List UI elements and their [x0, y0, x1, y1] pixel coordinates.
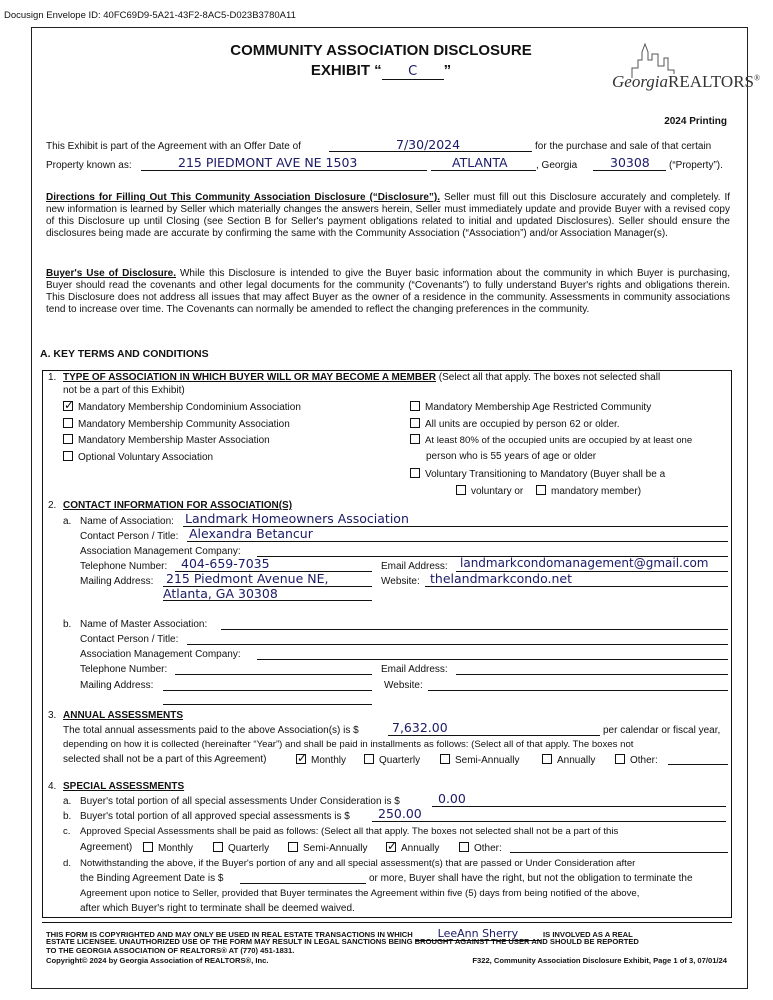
checkbox-mandatory-member[interactable]: [536, 485, 546, 495]
checkbox-s4-other[interactable]: [459, 842, 469, 852]
s4-c-text: Approved Special Assessments shall be paid as follows: (Select all that apply. The boxes not selected shall not be a part of this: [80, 826, 619, 837]
contact-person-label: Contact Person / Title:: [80, 531, 179, 542]
s4-option-quarterly[interactable]: Quarterly: [213, 842, 269, 854]
footer-copyright: Copyright© 2024 by Georgia Association of REALTORS®, Inc.: [46, 956, 269, 965]
buyers-use-paragraph: Buyer's Use of Disclosure. While this Disclosure is intended to give the Buyer basic information about the community in which Buyer is purchasing, Buyer should read the covenants and other legal documents for the community (“Covenants”) to fully understand Buyer's rights and obligations therein. This Disclosure does not address all issues that may affect Buyer as the owner of a residence in the community. Assessments in community associations tend to increase over time. The Covenants can normally be amended to reflect the changing preferences in the community.: [46, 268, 730, 315]
s1-note: not be a part of this Exhibit): [63, 385, 185, 396]
s4-d-text3: Agreement upon notice to Seller, provided that Buyer terminates the Agreement within five (5) days from being notified of the above,: [80, 888, 640, 899]
telephone-value[interactable]: 404-659-7035: [181, 556, 270, 571]
option-80-percent-line2: person who is 55 years of age or older: [426, 451, 597, 462]
s2-b-letter: b.: [63, 619, 72, 630]
s4-option-annually[interactable]: ✓ Annually: [386, 842, 439, 854]
website-label: Website:: [381, 576, 420, 587]
s4-d-text1: Notwithstanding the above, if the Buyer's portion of any and all special assessment(s) that are passed or Under Consideration after: [80, 858, 636, 869]
envelope-id: Docusign Envelope ID: 40FC69D9-5A21-43F2-8AC5-D023B3780A11: [4, 10, 296, 21]
document-title: COMMUNITY ASSOCIATION DISCLOSURE: [230, 42, 532, 59]
footer-line3: TO THE GEORGIA ASSOCIATION OF REALTORS® AT (770) 451-1831.: [46, 946, 295, 955]
property-suffix: (“Property”).: [669, 160, 723, 171]
option-mandatory-member[interactable]: mandatory member): [536, 485, 641, 497]
s3-text1: The total annual assessments paid to the above Association(s) is $: [63, 725, 359, 736]
footer-form-id: F322, Community Association Disclosure Exhibit, Page 1 of 3, 07/01/24: [472, 956, 727, 965]
exhibit-suffix: ”: [443, 62, 452, 79]
checkbox-s3-annually[interactable]: [542, 754, 552, 764]
s4-option-monthly[interactable]: Monthly: [143, 842, 193, 854]
georgia-label: , Georgia: [536, 160, 578, 171]
s4-heading: SPECIAL ASSESSMENTS: [63, 781, 185, 792]
checkbox-s4-monthly[interactable]: [143, 842, 153, 852]
s4-d-text2b: or more, Buyer shall have the right, but not the obligation to terminate the: [369, 873, 693, 884]
checkbox-transitioning[interactable]: [410, 468, 420, 478]
property-city[interactable]: ATLANTA: [452, 155, 508, 170]
website-label-b: Website:: [384, 680, 423, 691]
exhibit-letter[interactable]: C: [382, 65, 444, 80]
s3-heading: ANNUAL ASSESSMENTS: [63, 710, 184, 721]
email-label-b: Email Address:: [381, 664, 448, 675]
option-age-restricted[interactable]: Mandatory Membership Age Restricted Community: [410, 401, 651, 413]
mailing-address-line1[interactable]: 215 Piedmont Avenue NE,: [166, 571, 329, 586]
option-condo[interactable]: ✓Mandatory Membership Condominium Association: [63, 401, 301, 413]
s3-option-monthly[interactable]: ✓ Monthly: [296, 754, 346, 766]
checkbox-s3-semi-annually[interactable]: [440, 754, 450, 764]
section-a-heading: A. KEY TERMS AND CONDITIONS: [40, 348, 209, 360]
s4-option-other[interactable]: Other:: [459, 842, 502, 854]
mgmt-company-label: Association Management Company:: [80, 546, 241, 557]
option-master[interactable]: Mandatory Membership Master Association: [63, 434, 270, 446]
email-value[interactable]: landmarkcondomanagement@gmail.com: [460, 556, 709, 570]
s4-d-text4: after which Buyer's right to terminate shall be deemed waived.: [80, 903, 355, 914]
option-80-percent[interactable]: At least 80% of the occupied units are occupied by at least one: [410, 434, 692, 446]
offer-date-value[interactable]: 7/30/2024: [396, 137, 461, 152]
property-address[interactable]: 215 PIEDMONT AVE NE 1503: [178, 155, 358, 170]
s3-option-annually[interactable]: Annually: [542, 754, 595, 766]
checkbox-condo[interactable]: [63, 401, 73, 411]
telephone-label: Telephone Number:: [80, 561, 168, 572]
logo-wordmark: GeorgiaREALTORS®: [612, 72, 761, 91]
offer-date-suffix: for the purchase and sale of that certain: [535, 141, 712, 152]
directions-paragraph: Directions for Filling Out This Community Association Disclosure (“Disclosure”). Seller must fill out this Disclosure accurately and completely. If new information is learned by Seller which materially changes the answers herein, Seller must immediately update and provide Buyer with a revised copy of this Disclosure up until Closing (see Section B for Seller's payment obligations related to initial and updated Disclosures). Seller should ensure the disclosures being made are accurate by confirming the same with the Community Association (“Association”) and/or Association Manager(s).: [46, 192, 730, 239]
printing-year: 2024 Printing: [664, 116, 727, 127]
s4-d-letter: d.: [63, 858, 72, 869]
telephone-label-b: Telephone Number:: [80, 664, 168, 675]
s3-text1b: per calendar or fiscal year,: [603, 725, 721, 736]
contact-person-value[interactable]: Alexandra Betancur: [189, 526, 313, 541]
property-zip[interactable]: 30308: [610, 155, 650, 170]
property-label: Property known as:: [46, 160, 132, 171]
s3-option-semi-annually[interactable]: Semi-Annually: [440, 754, 519, 766]
checkbox-s3-monthly[interactable]: [296, 754, 306, 764]
checkbox-s3-quarterly[interactable]: [364, 754, 374, 764]
option-62-older[interactable]: All units are occupied by person 62 or older.: [410, 418, 620, 430]
footer-line1: THIS FORM IS COPYRIGHTED AND MAY ONLY BE USED IN REAL ESTATE TRANSACTIONS IN WHICH LeeAnn Sherry IS INVOLVED AS A REAL: [46, 927, 633, 940]
s2-a-letter: a.: [63, 516, 72, 527]
checkbox-age-restricted[interactable]: [410, 401, 420, 411]
s4-option-semi-annually[interactable]: Semi-Annually: [288, 842, 367, 854]
checkbox-62-older[interactable]: [410, 418, 420, 428]
s4-a-text: Buyer's total portion of all special assessments Under Consideration is $: [80, 796, 400, 807]
mailing-address-line2[interactable]: Atlanta, GA 30308: [163, 586, 278, 601]
option-transitioning[interactable]: Voluntary Transitioning to Mandatory (Buyer shall be a: [410, 468, 665, 480]
s4-number: 4.: [48, 781, 57, 792]
contact-person-label-b: Contact Person / Title:: [80, 634, 179, 645]
checkbox-voluntary-member[interactable]: [456, 485, 466, 495]
association-name-value[interactable]: Landmark Homeowners Association: [185, 511, 409, 526]
offer-date-label: This Exhibit is part of the Agreement with an Offer Date of: [46, 141, 301, 152]
checkbox-community[interactable]: [63, 418, 73, 428]
s3-text2: depending on how it is collected (hereinafter “Year”) and shall be paid in installments as follows: (Select all of that apply. The boxes not: [63, 739, 634, 750]
georgia-realtors-logo: [612, 40, 761, 98]
mailing-address-label: Mailing Address:: [80, 576, 154, 587]
s3-number: 3.: [48, 710, 57, 721]
checkbox-s3-other[interactable]: [615, 754, 625, 764]
licensee-name[interactable]: LeeAnn Sherry: [415, 927, 541, 941]
checkbox-s4-semi-annually[interactable]: [288, 842, 298, 852]
s4-a-letter: a.: [63, 796, 72, 807]
s4-d-text2a: the Binding Agreement Date is $: [80, 873, 224, 884]
annual-assessment-amount[interactable]: 7,632.00: [392, 720, 448, 735]
footer-divider: [42, 922, 732, 923]
s3-option-other[interactable]: Other:: [615, 754, 658, 766]
s2-number: 2.: [48, 500, 57, 511]
option-voluntary[interactable]: Optional Voluntary Association: [63, 451, 213, 463]
option-community[interactable]: Mandatory Membership Community Association: [63, 418, 290, 430]
special-approved-value[interactable]: 250.00: [378, 806, 422, 821]
checkbox-s4-quarterly[interactable]: [213, 842, 223, 852]
s4-b-text: Buyer's total portion of all approved special assessments is $: [80, 811, 350, 822]
footer-line2: ESTATE LICENSEE. UNAUTHORIZED USE OF THE FORM MAY RESULT IN LEGAL SANCTIONS BEING BROUGHT AGAINST THE USER AND SHOULD BE REPORTED: [46, 937, 639, 946]
checkbox-80-percent[interactable]: [410, 434, 420, 444]
s3-option-quarterly[interactable]: Quarterly: [364, 754, 420, 766]
association-name-label: Name of Association:: [80, 516, 174, 527]
mgmt-company-label-b: Association Management Company:: [80, 649, 241, 660]
s4-c-text2: Agreement): [80, 842, 133, 853]
option-voluntary-member[interactable]: voluntary or: [456, 485, 523, 497]
mailing-address-label-b: Mailing Address:: [80, 680, 154, 691]
master-association-label: Name of Master Association:: [80, 619, 208, 630]
checkbox-voluntary[interactable]: [63, 451, 73, 461]
s4-c-letter: c.: [63, 826, 71, 837]
s4-b-letter: b.: [63, 811, 72, 822]
s1-heading-line: TYPE OF ASSOCIATION IN WHICH BUYER WILL OR MAY BECOME A MEMBER (Select all that apply. The boxes not selected shall: [63, 372, 661, 383]
checkbox-s4-annually[interactable]: [386, 842, 396, 852]
s1-number: 1.: [48, 372, 57, 383]
checkbox-master[interactable]: [63, 434, 73, 444]
special-under-consideration-value[interactable]: 0.00: [438, 791, 466, 806]
s2-heading: CONTACT INFORMATION FOR ASSOCIATION(S): [63, 500, 293, 511]
s3-text3: selected shall not be a part of this Agreement): [63, 754, 267, 765]
exhibit-label: [73, 62, 689, 80]
website-value[interactable]: thelandmarkcondo.net: [430, 571, 573, 586]
email-label: Email Address:: [381, 561, 448, 572]
exhibit-prefix: EXHIBIT “: [310, 62, 382, 79]
